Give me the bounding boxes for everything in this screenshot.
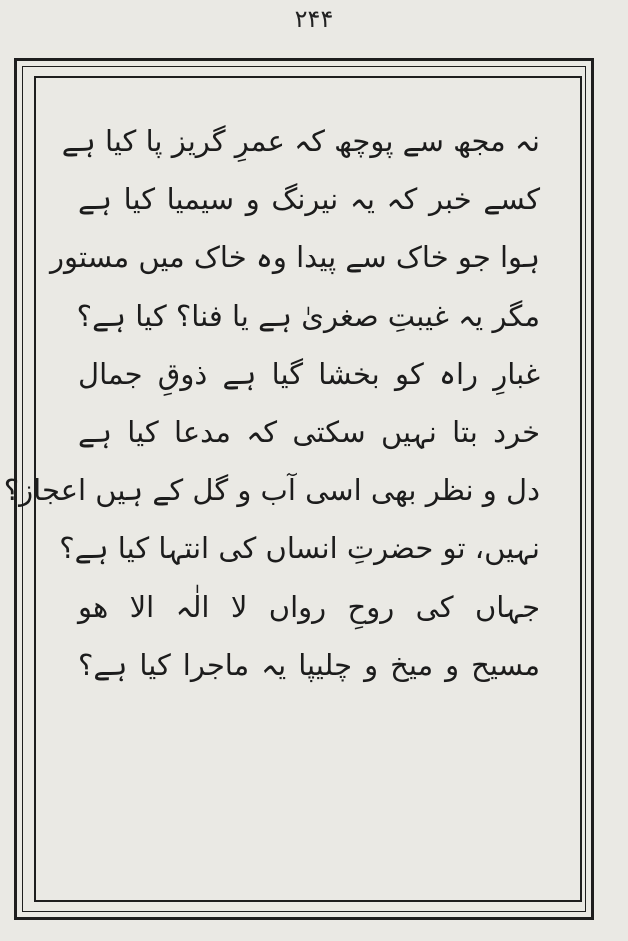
verse-line: مگر یہ غیبتِ صغریٰ ہے یا فنا؟ کیا ہے؟ — [76, 298, 540, 333]
verse-line: دل و نظر بھی اسی آب و گل کے ہیں اعجاز؟ — [3, 473, 540, 508]
verse-line: غبارِ راہ کو بخشا گیا ہے ذوقِ جمال — [78, 356, 540, 391]
page-number: ۲۴۴ — [294, 5, 334, 33]
verse-line: نہ مجھ سے پوچھ کہ عمرِ گریز پا کیا ہے — [61, 124, 540, 158]
verse-line: خرد بتا نہیں سکتی کہ مدعا کیا ہے — [78, 414, 540, 449]
verse-line: کسے خبر کہ یہ نیرنگ و سیمیا کیا ہے — [78, 182, 540, 217]
verse-line: جہاں کی روحِ رواں لا الٰہ الا ھو — [78, 589, 540, 624]
poem-verses — [3, 112, 540, 694]
verse-line: ہوا جو خاک سے پیدا وہ خاک میں مستور — [49, 240, 540, 275]
verse-line: نہیں، تو حضرتِ انساں کی انتہا کیا ہے؟ — [59, 531, 540, 566]
verse-line: مسیح و میخ و چلیپا یہ ماجرا کیا ہے؟ — [78, 647, 540, 682]
